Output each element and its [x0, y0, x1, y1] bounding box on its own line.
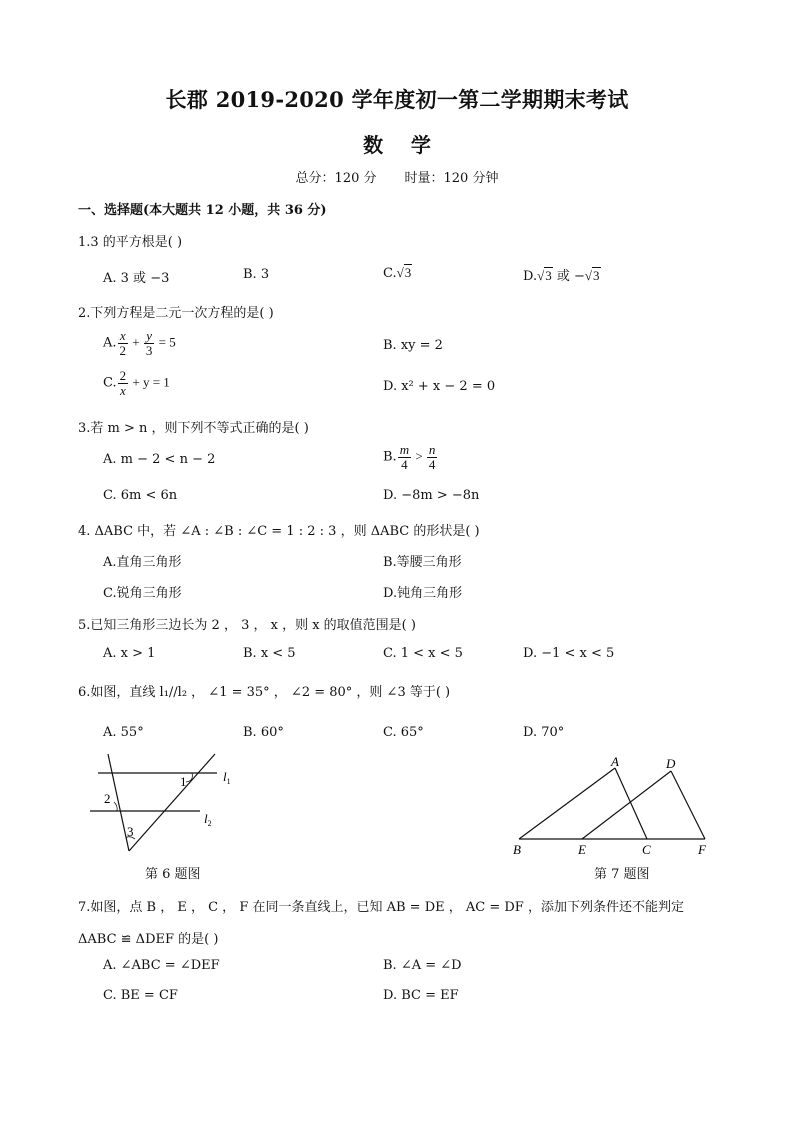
total-score: 总分：120 分 [295, 171, 377, 186]
time-limit: 时量：120 分钟 [404, 171, 499, 186]
label-l1: $l_1$ [223, 769, 231, 786]
question-2-option-a: A. $\frac{x}{2}$ + $\frac{y}{3}$ = 5 [103, 328, 176, 358]
question-6-option-b: B. 60° [243, 725, 284, 740]
question-3-option-c: C. 6m < 6n [103, 488, 178, 503]
angle-2-label: 2 [104, 791, 111, 806]
angle-1-label: 1 [180, 774, 187, 789]
question-1-option-b: B. 3 [243, 267, 270, 282]
question-3-stem: 3.若 m > n ，则下列不等式正确的是( ) [78, 421, 309, 436]
question-2-option-b: B. xy = 2 [383, 338, 443, 353]
question-7-option-b: B. ∠A = ∠D [383, 958, 462, 973]
point-f-label: F [698, 842, 706, 857]
point-e-label: E [578, 842, 586, 857]
question-3-option-a: A. m − 2 < n − 2 [103, 452, 216, 467]
segment-ab [519, 768, 615, 839]
question-6-option-d: D. 70° [523, 725, 565, 740]
question-5-stem: 5.已知三角形三边长为 2 ， 3 ， x ，则 x 的取值范围是( ) [78, 618, 416, 633]
transversal-right [129, 754, 215, 851]
question-4-option-b: B.等腰三角形 [383, 555, 462, 570]
figure-6-caption: 第 6 题图 [145, 867, 201, 882]
section-heading: 一、选择题(本大题共 12 小题，共 36 分) [78, 203, 327, 218]
question-7-stem-line1: 7.如图，点 B ， E ， C ， F 在同一条直线上，已知 AB = DE ， AC = DF ，添加下列条件还不能判定 [78, 900, 684, 915]
question-7-option-c: C. BE = CF [103, 988, 178, 1003]
point-c-label: C [642, 842, 651, 857]
figure-6-diagram [80, 750, 250, 860]
question-3-option-b: B. $\frac{m}{4}$ > $\frac{n}{4}$ [383, 442, 436, 472]
segment-de [582, 771, 671, 839]
question-5-option-c: C. 1 < x < 5 [383, 646, 463, 661]
segment-df [671, 771, 705, 839]
question-2-option-d: D. x² + x − 2 = 0 [383, 379, 496, 394]
question-7-stem-line2: ΔABC ≌ ΔDEF 的是( ) [78, 932, 219, 947]
question-4-option-c: C.锐角三角形 [103, 586, 182, 601]
question-2-option-c: C. $\frac{2}{x}$ + y = 1 [103, 368, 170, 398]
question-7-option-a: A. ∠ABC = ∠DEF [103, 958, 220, 973]
point-d-label: D [666, 756, 676, 771]
question-2-stem: 2.下列方程是二元一次方程的是( ) [78, 306, 274, 321]
point-a-label: A [611, 754, 619, 769]
transversal-left [108, 754, 129, 851]
question-3-option-d: D. −8m > −8n [383, 488, 480, 503]
point-b-label: B [513, 842, 521, 857]
question-5-option-b: B. x < 5 [243, 646, 296, 661]
figure-7-diagram [505, 752, 725, 860]
question-4-stem: 4. ΔABC 中，若 ∠A : ∠B : ∠C = 1 : 2 : 3 ，则 ΔABC 的形状是( ) [78, 524, 480, 539]
question-1-option-c: C.√3 [383, 265, 412, 281]
question-5-option-a: A. x > 1 [103, 646, 156, 661]
question-6-option-a: A. 55° [103, 725, 144, 740]
question-6-option-c: C. 65° [383, 725, 424, 740]
question-1-option-a: A. 3 或 −3 [103, 271, 170, 286]
question-1-stem: 1.3 的平方根是( ) [78, 235, 183, 250]
angle-3-label: 3 [127, 824, 134, 839]
question-4-option-d: D.钝角三角形 [383, 586, 463, 601]
question-7-option-d: D. BC = EF [383, 988, 459, 1003]
exam-meta [0, 167, 794, 186]
exam-title: 长郡 2019-2020 学年度初一第二学期期末考试 [165, 87, 629, 112]
subject-title: 数 学 [363, 133, 431, 157]
segment-ac [615, 768, 647, 839]
question-6-stem: 6.如图，直线 l₁//l₂ ， ∠1 = 35° ， ∠2 = 80° ，则 ∠3 等于( ) [78, 685, 451, 700]
angle-2-arc [114, 802, 117, 811]
question-5-option-d: D. −1 < x < 5 [523, 646, 615, 661]
figure-7-caption: 第 7 题图 [594, 867, 650, 882]
label-l2: $l_2$ [204, 811, 212, 828]
question-4-option-a: A.直角三角形 [103, 555, 182, 570]
question-1-option-d: D.√3 或 −√3 [523, 268, 600, 284]
